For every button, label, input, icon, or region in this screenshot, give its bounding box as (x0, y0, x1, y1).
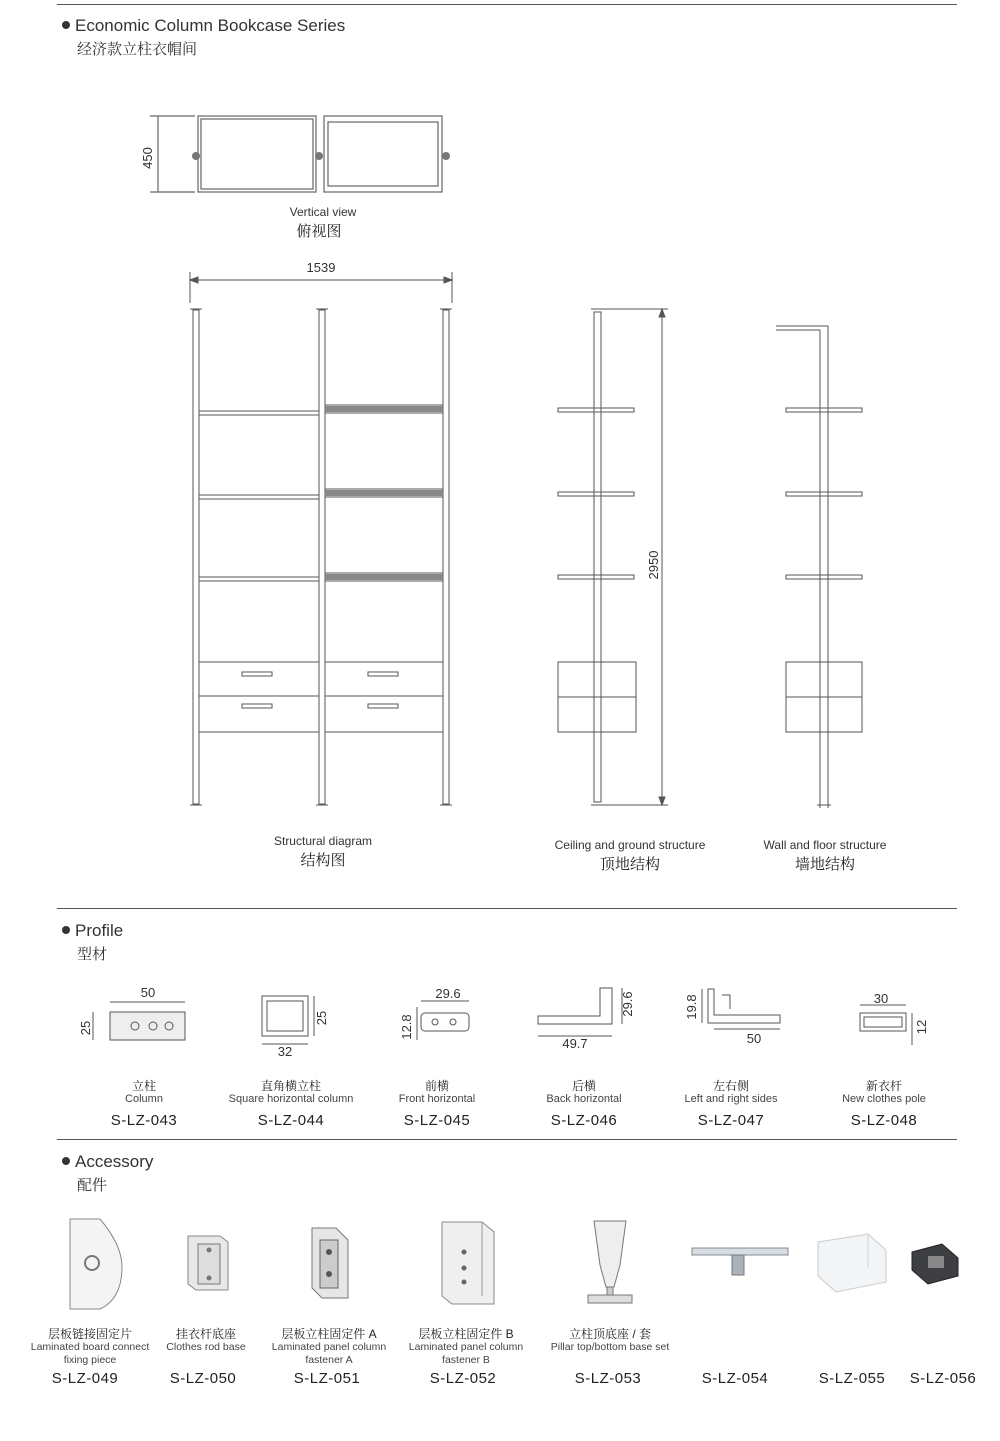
profile-rule (57, 908, 957, 909)
accessory-code: S-LZ-052 (429, 1370, 497, 1387)
dim-label: 19.8 (684, 994, 699, 1020)
dim-450: 450 (140, 147, 155, 169)
wall-caption-cn: 墙地结构 (794, 856, 856, 873)
wall-structure-drawing (770, 318, 870, 815)
profile-drawing-043 (75, 982, 195, 1052)
profile-item: 后横 Back horizontal S-LZ-046 (546, 1079, 622, 1129)
vertical-view-caption-cn: 俯视图 (296, 223, 342, 240)
accessory-code: S-LZ-053 (574, 1370, 642, 1387)
profile-item: 前横 Front horizontal S-LZ-045 (398, 1079, 476, 1129)
profile-item: 直角横立柱 Square horizontal column S-LZ-044 (228, 1079, 354, 1129)
profile-drawing-044 (250, 990, 340, 1060)
bullet-icon (62, 926, 70, 934)
profile-item: 立柱 Column S-LZ-043 (110, 1079, 178, 1129)
profile-item: 左右侧 Left and right sides S-LZ-047 (684, 1079, 778, 1129)
bullet-icon (62, 21, 70, 29)
profile-drawing-045 (395, 985, 485, 1055)
ceiling-structure-drawing (550, 300, 690, 815)
accessory-rule (57, 1139, 957, 1140)
vertical-view-drawing (130, 108, 470, 198)
dim-label: 49.7 (562, 1036, 588, 1051)
dim-label: 50 (746, 1031, 762, 1046)
dim-label: 30 (873, 991, 889, 1006)
pillar-base-icon (580, 1215, 640, 1310)
accessory-item: 层板立柱固定件 A Laminated panel column fastener A (271, 1327, 387, 1366)
dim-label: 29.6 (435, 986, 461, 1001)
section-subtitle-accessory: 配件 (77, 1177, 108, 1194)
accessory-055-icon (808, 1228, 898, 1298)
accessory-code: S-LZ-056 (909, 1370, 977, 1387)
dim-label: 50 (140, 985, 156, 1000)
dim-label: 12.8 (399, 1014, 414, 1040)
fixing-piece-icon (60, 1215, 130, 1315)
accessory-code: S-LZ-054 (701, 1370, 769, 1387)
dim-1539: 1539 (306, 260, 336, 275)
wall-caption-en: Wall and floor structure (763, 838, 887, 852)
accessory-056-icon (906, 1236, 966, 1291)
ceiling-caption-en: Ceiling and ground structure (554, 838, 706, 852)
accessory-code: S-LZ-055 (818, 1370, 886, 1387)
dim-label: 25 (78, 1020, 93, 1036)
section-subtitle-economic: 经济款立柱衣帽间 (77, 41, 198, 58)
structural-caption-en: Structural diagram (273, 834, 373, 848)
accessory-054-icon (686, 1240, 796, 1285)
dim-label: 32 (277, 1044, 293, 1059)
dim-2950: 2950 (646, 550, 661, 580)
dim-label: 25 (314, 1010, 329, 1026)
section-subtitle-profile: 型材 (77, 946, 108, 963)
clothes-rod-base-icon (180, 1228, 240, 1298)
dim-label: 29.6 (620, 991, 635, 1017)
top-rule (57, 4, 957, 5)
accessory-code: S-LZ-050 (169, 1370, 237, 1387)
structural-diagram-drawing (180, 258, 470, 818)
section-title-accessory: Accessory (62, 1152, 153, 1172)
accessory-item: 挂衣杆底座 Clothes rod base (166, 1327, 246, 1353)
profile-item: 新衣杆 New clothes pole S-LZ-048 (842, 1079, 926, 1129)
accessory-item: 层板链接固定片 Laminated board connect fixing piece (30, 1327, 150, 1366)
accessory-code: S-LZ-051 (293, 1370, 361, 1387)
profile-drawing-048 (850, 985, 940, 1050)
bullet-icon (62, 1157, 70, 1165)
accessory-item: 层板立柱固定件 B Laminated panel column fastener B (408, 1327, 524, 1366)
ceiling-caption-cn: 顶地结构 (599, 856, 661, 873)
accessory-code: S-LZ-049 (51, 1370, 119, 1387)
profile-drawing-047 (680, 985, 790, 1050)
profile-drawing-046 (530, 980, 640, 1055)
section-title-economic: Economic Column Bookcase Series (62, 16, 345, 36)
structural-caption-cn: 结构图 (300, 852, 346, 869)
panel-fastener-b-icon (432, 1218, 502, 1308)
accessory-item: 立柱顶底座 / 套 Pillar top/bottom base set (550, 1327, 670, 1353)
section-title-profile: Profile (62, 921, 123, 941)
vertical-view-caption-en: Vertical view (289, 205, 357, 219)
panel-fastener-a-icon (300, 1222, 360, 1304)
dim-label: 12 (914, 1019, 929, 1035)
